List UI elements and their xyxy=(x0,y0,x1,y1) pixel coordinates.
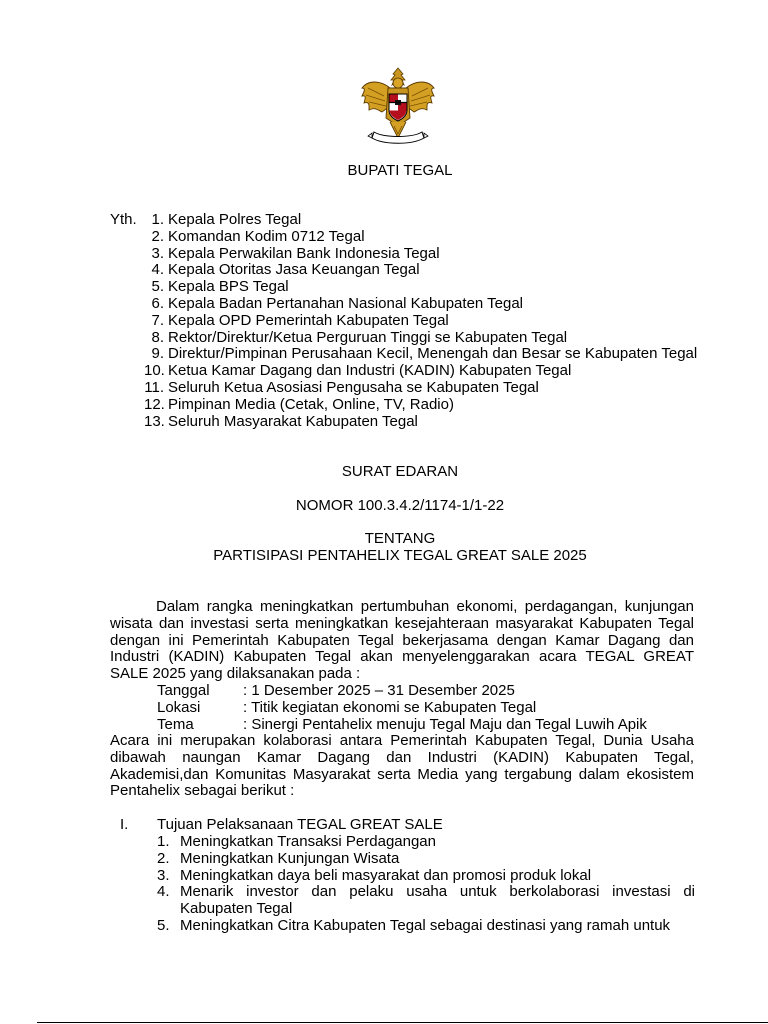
list-item: 7. Kepala OPD Pemerintah Kabupaten Tegal xyxy=(151,311,449,329)
list-item: 8. Rektor/Direktur/Ketua Perguruan Tinggi se Kabupaten Tegal xyxy=(151,328,568,346)
document-type: SURAT EDARAN xyxy=(341,463,459,480)
list-item: 10. Ketua Kamar Dagang dan Industri (KADIN) Kabupaten Tegal xyxy=(144,362,572,380)
official-title: BUPATI TEGAL xyxy=(347,162,453,179)
document-subject: PARTISIPASI PENTAHELIX TEGAL GREAT SALE 2025 xyxy=(213,547,587,564)
addressee-label: Yth. xyxy=(110,211,137,228)
addressee-list xyxy=(144,212,704,430)
event-details xyxy=(157,683,697,733)
list-item: 1. Kepala Polres Tegal xyxy=(151,211,302,228)
list-item: 11. Seluruh Ketua Asosiasi Pengusaha se Kabupaten Tegal xyxy=(144,378,539,396)
event-theme-row: Tema : Sinergi Pentahelix menuju Tegal Maju dan Tegal Luwih Apik xyxy=(157,715,647,733)
list-item: 2. Meningkatkan Kunjungan Wisata xyxy=(157,849,400,867)
list-item: 2. Komandan Kodim 0712 Tegal xyxy=(151,227,365,245)
list-item: 4. Menarik investor dan pelaku usaha untuk berkolaborasi investasi di Kabupaten Tegal xyxy=(157,883,695,918)
collaboration-paragraph: Acara ini merupakan kolaborasi antara Pemerintah Kabupaten Tegal, Dunia Usaha dibawah naungan Kamar Dagang dan Industri (KADIN) Kabupaten Tegal, Akademisi,dan Komunitas Masyarakat serta Media yang tergabung dalam ekosistem Pentahelix sebagai berikut : xyxy=(110,732,694,800)
list-item: 9. Direktur/Pimpinan Perusahaan Kecil, Menengah dan Besar se Kabupaten Tegal xyxy=(151,345,698,363)
goals-list xyxy=(157,834,695,935)
about-label: TENTANG xyxy=(364,530,436,547)
list-item: 6. Kepala Badan Pertanahan Nasional Kabupaten Tegal xyxy=(151,294,524,312)
page-edge-line xyxy=(37,1022,768,1023)
section-heading: I. Tujuan Pelaksanaan TEGAL GREAT SALE xyxy=(120,816,443,833)
list-item: 3. Kepala Perwakilan Bank Indonesia Tegal xyxy=(151,244,440,262)
event-date-row: Tanggal : 1 Desember 2025 – 31 Desember 2025 xyxy=(157,682,515,699)
list-item: 4. Kepala Otoritas Jasa Keuangan Tegal xyxy=(151,261,420,279)
document-number: NOMOR 100.3.4.2/1174-1/1-22 xyxy=(295,497,505,514)
list-item: 12. Pimpinan Media (Cetak, Online, TV, Radio) xyxy=(144,395,454,413)
intro-paragraph: Dalam rangka meningkatkan pertumbuhan ekonomi, perdagangan, kunjungan wisata dan investasi serta meningkatkan kesejahteraan masyarakat Kabupaten Tegal dengan ini Pemerintah Kabupaten Tegal bekerjasama dengan Kamar Dagang dan Industri (KADIN) Kabupaten Tegal akan menyelenggarakan acara TEGAL GREAT SALE 2025 yang dilaksanakan pada : xyxy=(110,598,694,683)
list-item: 1. Meningkatkan Transaksi Perdagangan xyxy=(157,833,436,850)
list-item: 5. Kepala BPS Tegal xyxy=(151,278,289,296)
event-location-row: Lokasi : Titik kegiatan ekonomi se Kabupaten Tegal xyxy=(157,698,537,716)
garuda-emblem-icon xyxy=(360,66,436,148)
list-item: 13. Seluruh Masyarakat Kabupaten Tegal xyxy=(144,412,418,430)
list-item: 5. Meningkatkan Citra Kabupaten Tegal sebagai destinasi yang ramah untuk xyxy=(157,916,671,934)
list-item: 3. Meningkatkan daya beli masyarakat dan promosi produk lokal xyxy=(157,866,592,884)
